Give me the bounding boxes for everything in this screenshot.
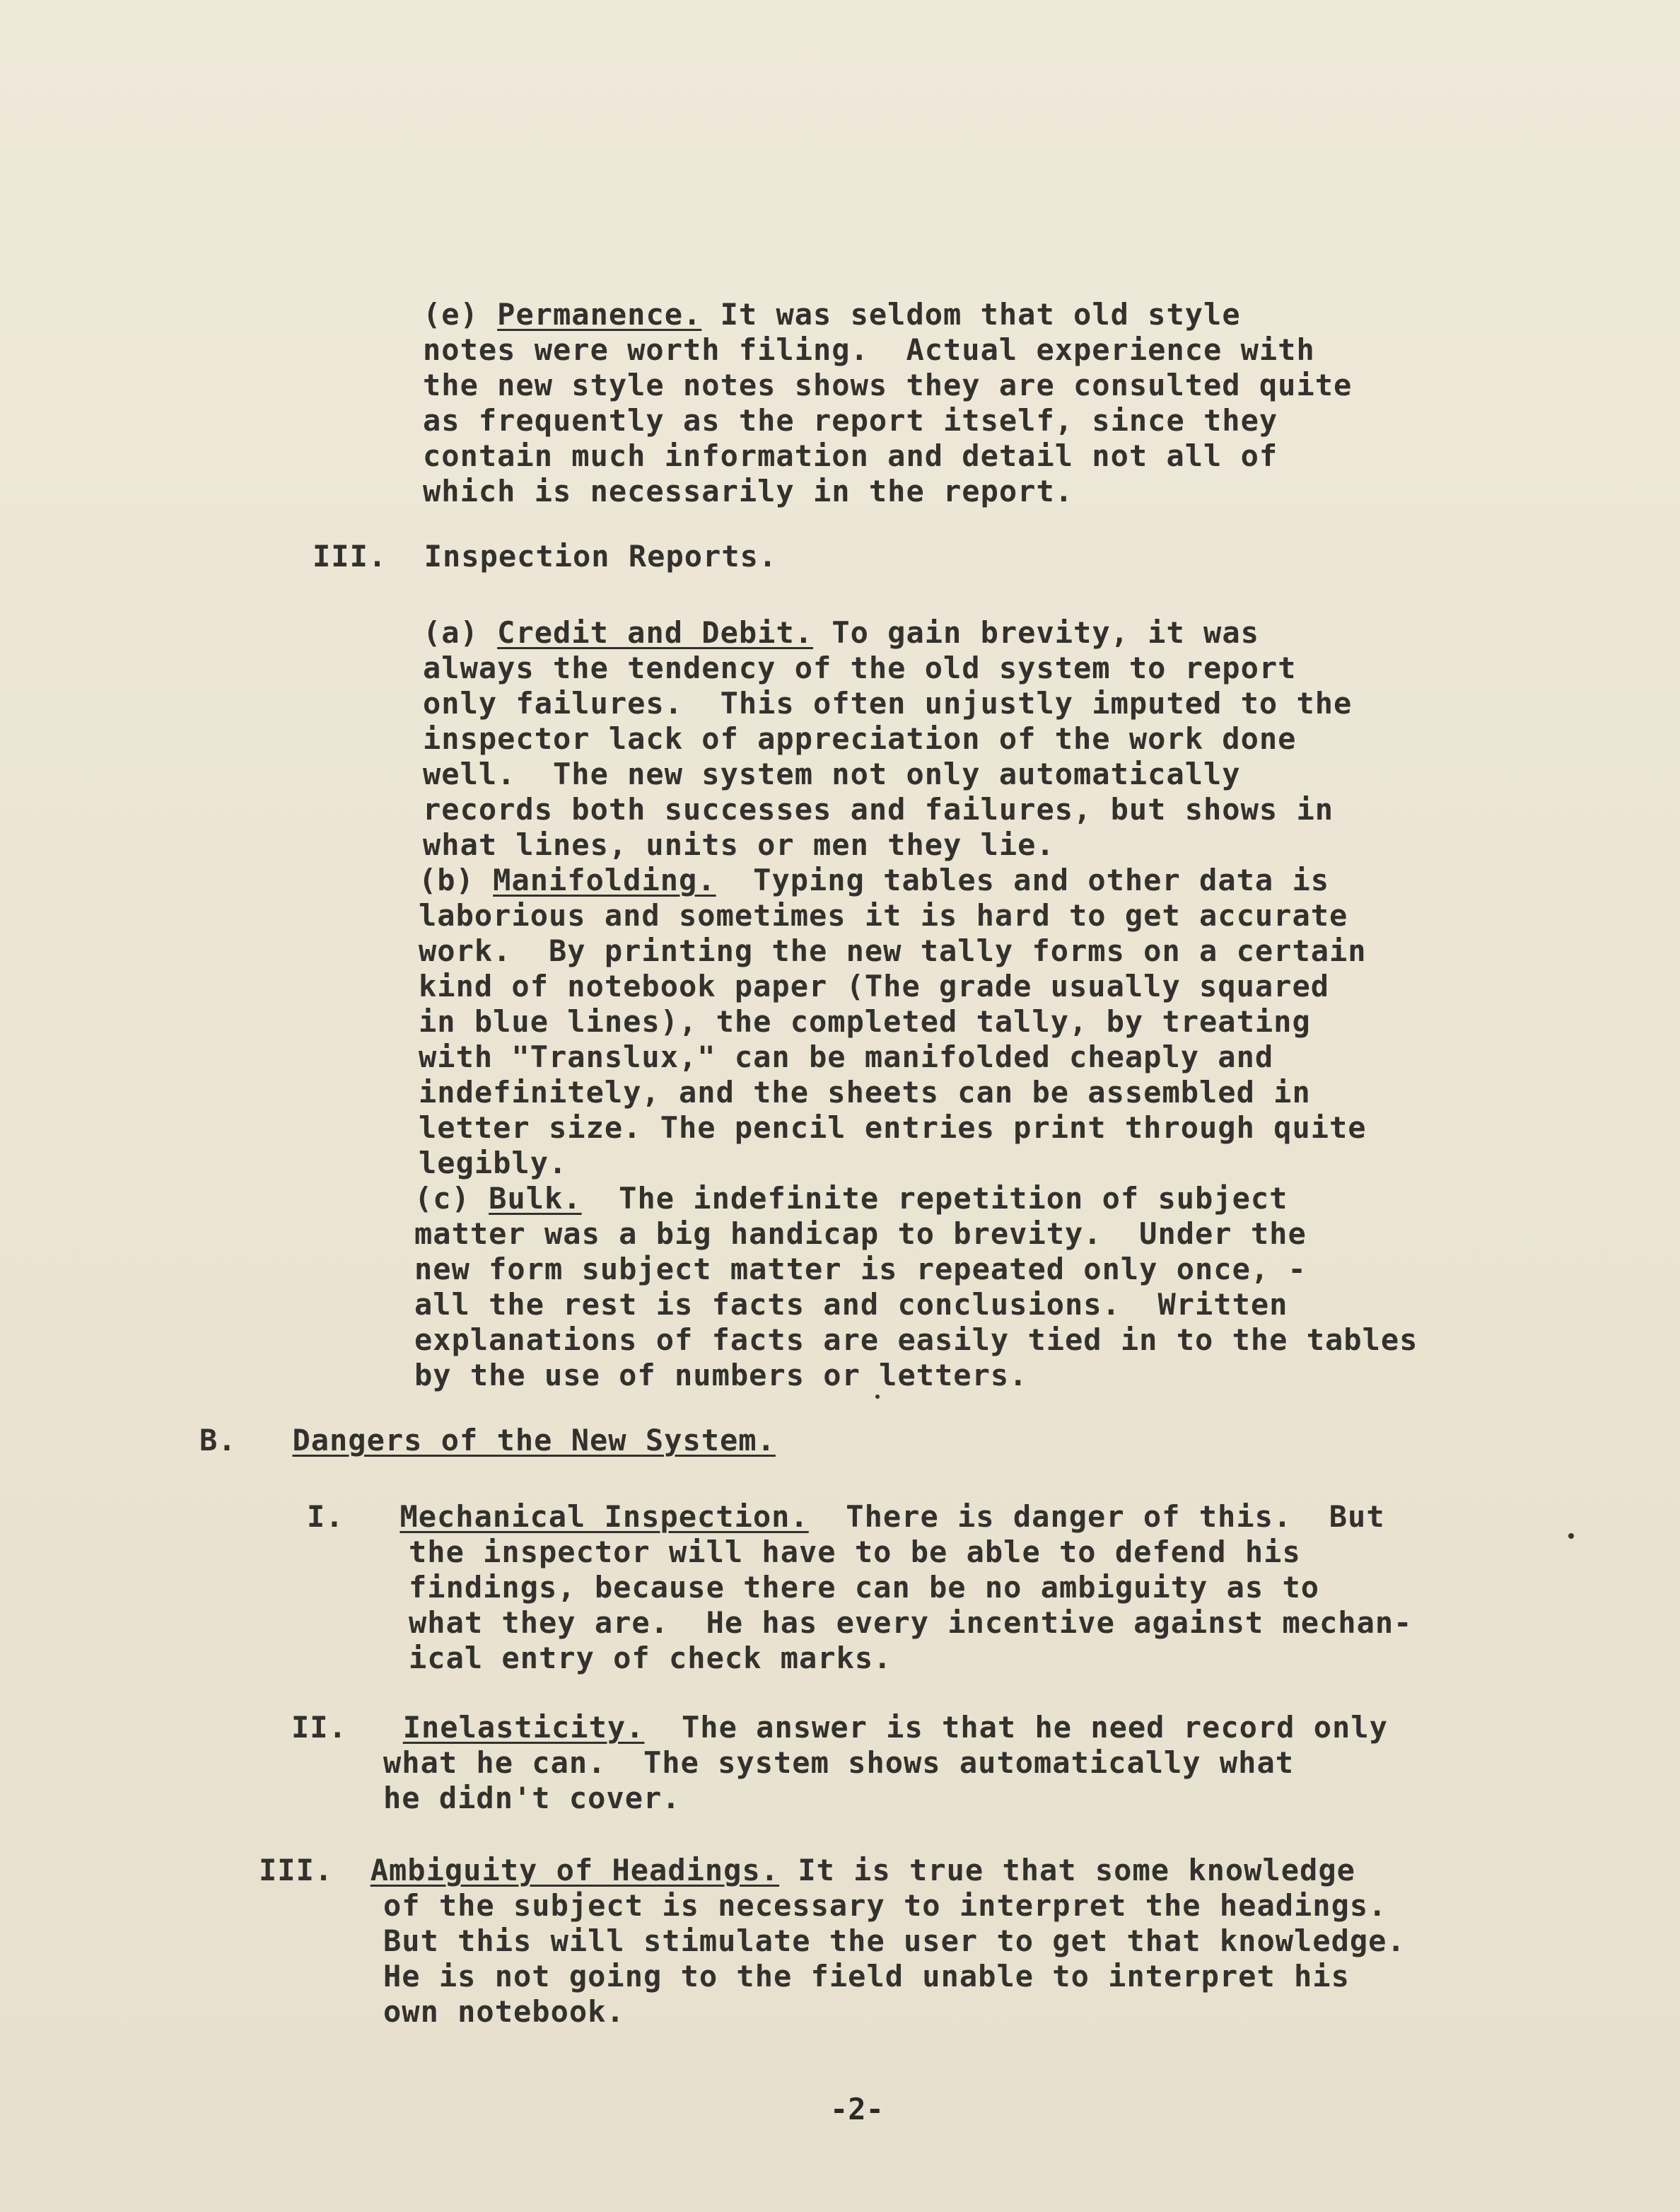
section-heading: Credit and Debit. — [497, 615, 814, 650]
body-text: There is danger of this. But — [808, 1499, 1385, 1534]
body-line: legibly. — [419, 1146, 568, 1180]
roman-numeral: II. — [291, 1710, 347, 1745]
section-manifolding — [419, 863, 1367, 1181]
section-bulk — [414, 1181, 1418, 1393]
body-line: ical entry of check marks. — [409, 1641, 892, 1675]
page-number: -2- — [830, 2092, 884, 2126]
section-heading: Inspection Reports. — [424, 539, 778, 574]
section-inspection-reports-heading — [313, 539, 777, 574]
body-line: matter was a big handicap to brevity. Under the — [414, 1216, 1307, 1251]
body-line: he didn't cover. — [383, 1781, 681, 1815]
body-line: all the rest is facts and conclusions. Written — [414, 1287, 1288, 1322]
section-inelasticity — [291, 1710, 1388, 1816]
body-line: He is not going to the field unable to interpret his — [383, 1959, 1350, 1993]
body-line: of the subject is necessary to interpret the headings. — [383, 1888, 1387, 1923]
body-line: which is necessarily in the report. — [423, 474, 1074, 508]
item-marker: (a) — [423, 615, 479, 650]
body-text: Typing tables and other data is — [716, 863, 1330, 897]
body-line: what he can. The system shows automatically what — [383, 1745, 1295, 1780]
item-marker: (b) — [419, 863, 474, 897]
ink-speck — [1568, 1533, 1574, 1539]
body-line: explanations of facts are easily tied in to the tables — [414, 1322, 1418, 1357]
body-line: what lines, units or men they lie. — [423, 827, 1055, 862]
body-line: notes were worth filing. Actual experience with — [423, 332, 1315, 367]
section-ambiguity-headings — [259, 1853, 1406, 2030]
body-line: records both successes and failures, but shows in — [423, 792, 1334, 827]
body-line: well. The new system not only automatically — [423, 757, 1241, 791]
body-text: To gain brevity, it was — [813, 615, 1259, 650]
permanence-first-line — [423, 297, 1352, 332]
roman-numeral: III. — [313, 539, 387, 574]
body-line: laborious and sometimes it is hard to get accurate — [419, 898, 1348, 933]
body-line: only failures. This often unjustly imputed to the — [423, 686, 1353, 721]
section-heading: Bulk. — [489, 1181, 582, 1216]
body-line: contain much information and detail not all of — [423, 438, 1278, 473]
body-line: own notebook. — [383, 1994, 625, 2029]
body-line: the new style notes shows they are consulted quite — [423, 368, 1353, 402]
body-line: always the tendency of the old system to report — [423, 651, 1297, 685]
body-line: inspector lack of appreciation of the work done — [423, 721, 1297, 756]
roman-numeral: III. — [259, 1853, 334, 1887]
body-line: indefinitely, and the sheets can be assembled in — [419, 1075, 1311, 1110]
section-heading: Inelasticity. — [402, 1710, 645, 1745]
body-line: But this will stimulate the user to get that knowledge. — [383, 1923, 1406, 1958]
body-text: It was seldom that old style — [701, 297, 1241, 332]
body-line: as frequently as the report itself, since they — [423, 403, 1278, 438]
section-heading: Mechanical Inspection. — [399, 1499, 809, 1534]
section-heading: Manifolding. — [493, 863, 716, 897]
body-line: what they are. He has every incentive against mechan- — [409, 1605, 1413, 1640]
ink-speck — [875, 1395, 880, 1399]
body-line: findings, because there can be no ambiguity as to — [409, 1570, 1320, 1605]
item-marker: (e) — [423, 297, 479, 332]
body-line: work. By printing the new tally forms on a certain — [419, 933, 1367, 968]
item-marker: (c) — [414, 1181, 470, 1216]
section-heading: Ambiguity of Headings. — [370, 1853, 780, 1887]
body-line: new form subject matter is repeated only once, - — [414, 1252, 1307, 1286]
body-line: letter size. The pencil entries print through quite — [419, 1110, 1367, 1145]
section-heading: Dangers of the New System. — [292, 1423, 776, 1457]
body-line: the inspector will have to be able to defend his — [409, 1535, 1301, 1569]
body-line: kind of notebook paper (The grade usually squared — [419, 969, 1330, 1003]
section-dangers-heading — [199, 1423, 776, 1458]
body-line: by the use of numbers or letters. — [414, 1358, 1028, 1392]
section-heading: Permanence. — [497, 297, 702, 332]
body-line: with "Translux," can be manifolded cheaply and — [419, 1040, 1274, 1074]
body-text: It is true that some knowledge — [779, 1853, 1355, 1887]
section-mechanical-inspection — [307, 1499, 1412, 1676]
roman-numeral: I. — [307, 1499, 344, 1534]
body-line: in blue lines), the completed tally, by treating — [419, 1004, 1311, 1039]
body-text: The answer is that he need record only — [644, 1710, 1388, 1745]
section-letter: B. — [199, 1423, 237, 1457]
body-text: The indefinite repetition of subject — [581, 1181, 1288, 1216]
section-permanence — [423, 297, 1352, 509]
section-credit-debit — [423, 615, 1352, 863]
